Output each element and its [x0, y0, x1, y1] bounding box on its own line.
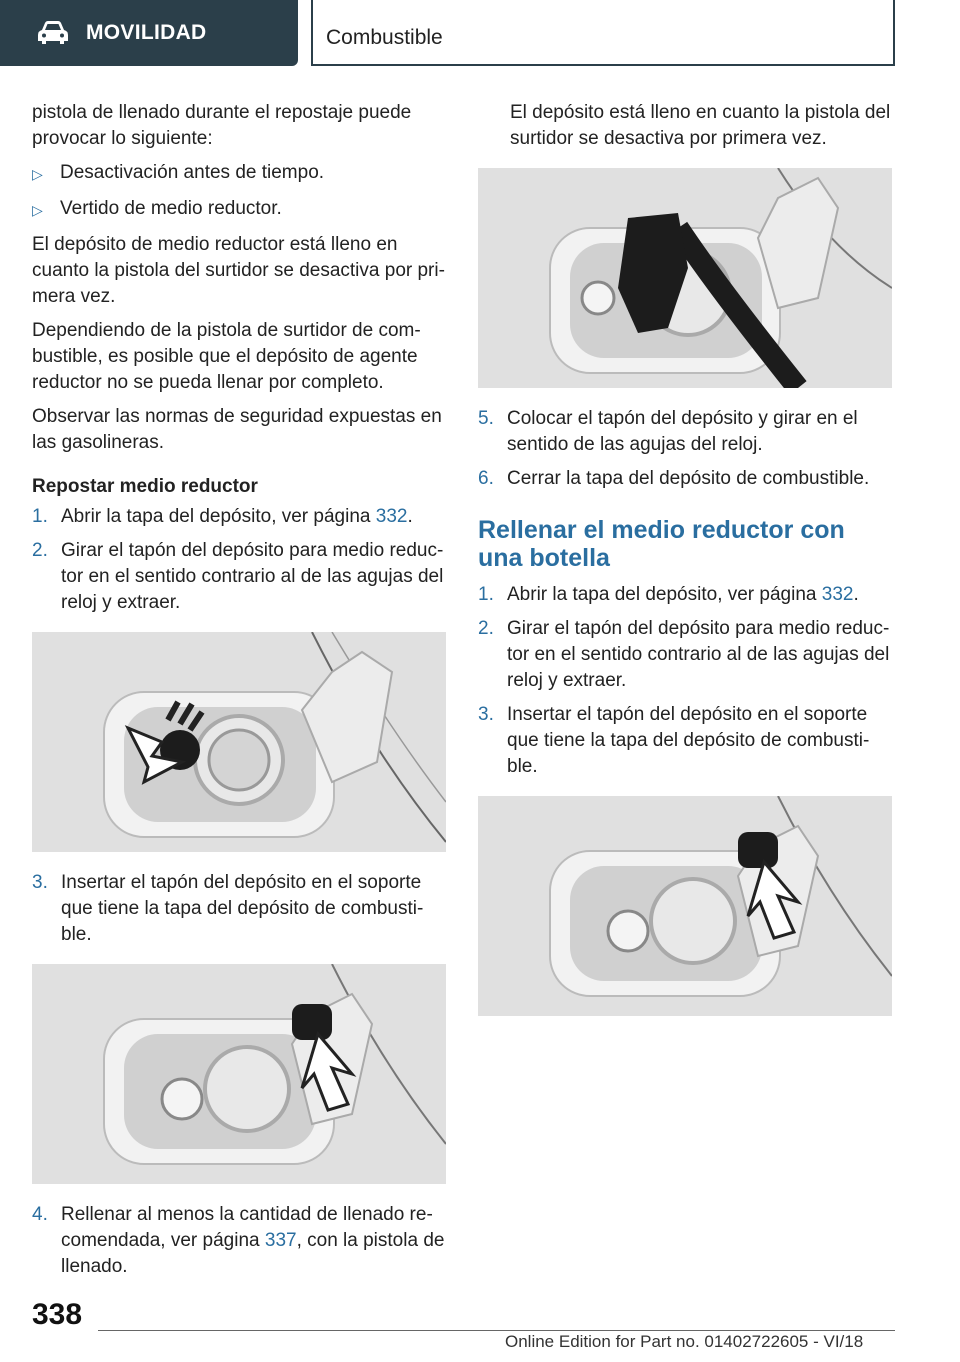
right-column: [478, 100, 892, 1034]
figure-filling-nozzle: [478, 168, 892, 388]
page-link[interactable]: 337: [264, 1230, 297, 1251]
edition-info: Online Edition for Part no. 01402722605 - VI/18: [505, 1332, 864, 1351]
header-underline: [311, 64, 895, 66]
step-number: 3.: [478, 704, 494, 725]
step-text: [507, 582, 859, 608]
step-item: [32, 1202, 446, 1280]
step-number: 2.: [32, 540, 48, 561]
footer-divider: [98, 1330, 895, 1331]
step-item: [478, 616, 892, 694]
step-number: 6.: [478, 468, 494, 489]
subheading: Repostar medio reductor: [32, 476, 258, 497]
figure-cap-holder-bottle: [478, 796, 892, 1016]
step-item: [32, 538, 446, 616]
header-right-border: [893, 0, 895, 66]
chapter-title: MOVILIDAD: [86, 21, 207, 44]
step-item: [478, 702, 892, 780]
step-text: Girar el tapón del depósito para medio reduc-tor en el sentido contrario al de las agujas del reloj y extraer.: [507, 618, 890, 691]
step-number: 1.: [32, 506, 48, 527]
page-header: [0, 0, 960, 66]
chapter-tab: [0, 0, 298, 66]
step-text: Cerrar la tapa del depósito de combustible.: [507, 468, 870, 489]
triangle-bullet-icon: ▷: [32, 202, 43, 218]
step-text: [61, 1202, 446, 1280]
step-text-end: .: [853, 584, 859, 605]
step-number: 4.: [32, 1204, 48, 1225]
triangle-bullet-icon: ▷: [32, 166, 43, 182]
step-item: [478, 582, 892, 608]
step-text-end: , con la pistola de llenado.: [61, 1230, 445, 1277]
step-text-part: Abrir la tapa del depósito, ver página: [61, 506, 376, 527]
left-column: [32, 100, 446, 1288]
paragraph: El depósito de medio reductor está lleno en cuanto la pistola del surtidor se desactiva por pri-mera vez.: [32, 234, 445, 307]
step-text-end: .: [407, 506, 413, 527]
step-number: 1.: [478, 584, 494, 605]
bullet-text: Desactivación antes de tiempo.: [60, 162, 325, 183]
step-number: 5.: [478, 408, 494, 429]
car-icon: [36, 20, 70, 46]
step-item: [32, 870, 446, 948]
step-number: 3.: [32, 872, 48, 893]
step-text: Colocar el tapón del depósito y girar en el sentido de las agujas del reloj.: [507, 408, 858, 455]
step-item: [32, 504, 446, 530]
step-item: [478, 466, 892, 492]
step-text: Insertar el tapón del depósito en el soporte que tiene la tapa del depósito de combusti-ble.: [61, 872, 424, 945]
step-text-part: Abrir la tapa del depósito, ver página: [507, 584, 822, 605]
step-item: [478, 406, 892, 458]
section-title: Combustible: [326, 26, 443, 49]
step-text: [61, 504, 413, 530]
step-text: Girar el tapón del depósito para medio reduc-tor en el sentido contrario al de las agujas del reloj y extraer.: [61, 540, 444, 613]
bullet-text: Vertido de medio reductor.: [60, 198, 282, 219]
page-number: 338: [32, 1298, 83, 1331]
bullet-item: [32, 196, 446, 223]
section-heading: Rellenar el medio reductor con una botella: [478, 516, 845, 572]
bullet-item: [32, 160, 446, 187]
step-text-part: Rellenar al menos la cantidad de llenado re-comendada, ver página: [61, 1204, 433, 1251]
paragraph: Observar las normas de seguridad expuestas en las gasolineras.: [32, 406, 442, 453]
paragraph: El depósito está lleno en cuanto la pistola del surtidor se desactiva por primera vez.: [510, 102, 891, 149]
figure-cap-holder: [32, 964, 446, 1184]
step-text: Insertar el tapón del depósito en el soporte que tiene la tapa del depósito de combusti-ble.: [507, 704, 870, 777]
paragraph: Dependiendo de la pistola de surtidor de com-bustible, es posible que el depósito de agente reductor no se pueda llenar por completo.: [32, 320, 421, 393]
header-divider: [311, 0, 313, 66]
intro-paragraph: pistola de llenado durante el repostaje puede provocar lo siguiente:: [32, 102, 412, 149]
step-number: 2.: [478, 618, 494, 639]
figure-cap-removal: [32, 632, 446, 852]
page-link[interactable]: 332: [821, 584, 854, 605]
page-link[interactable]: 332: [375, 506, 408, 527]
